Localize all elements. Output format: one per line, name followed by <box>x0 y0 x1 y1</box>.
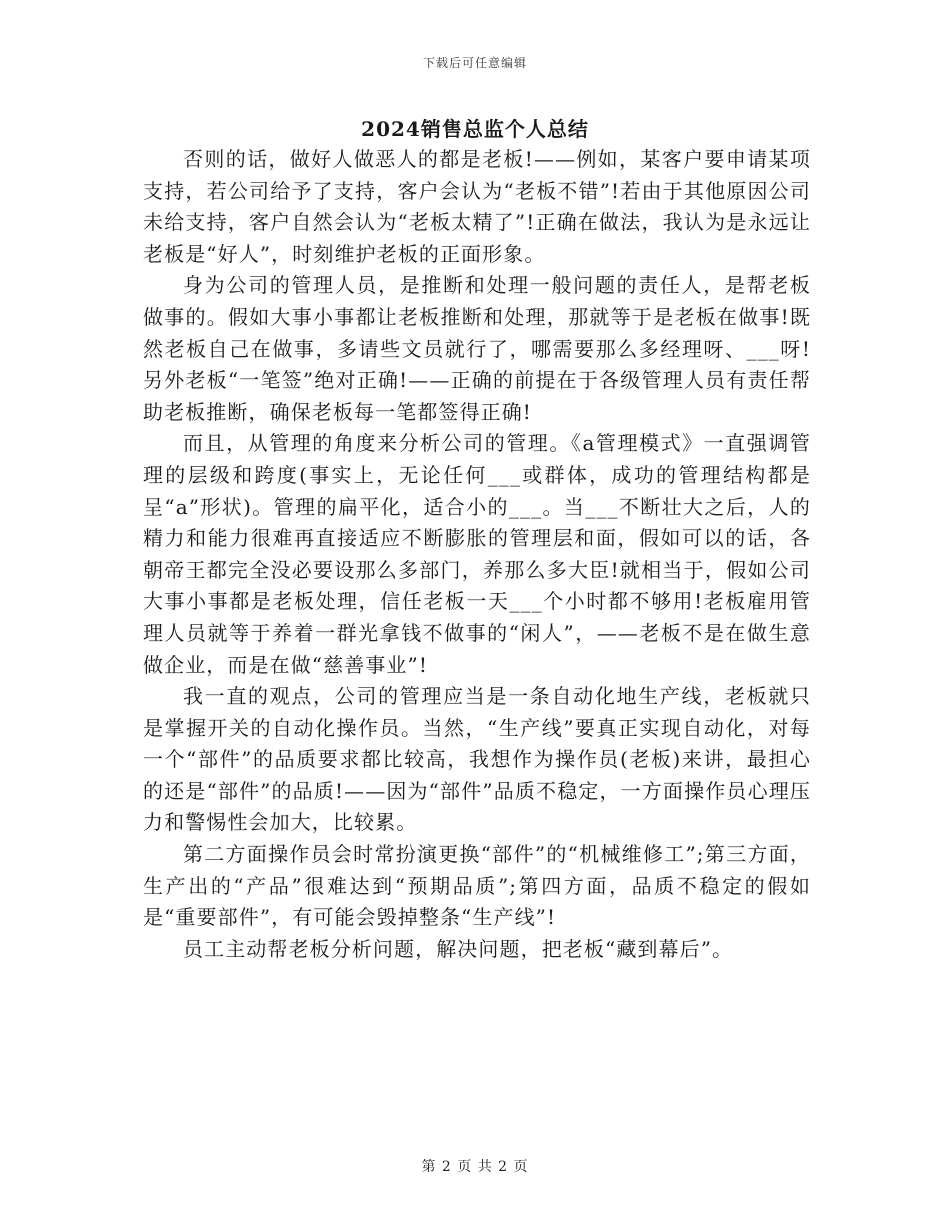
body-paragraph: 第二方面操作员会时常扮演更换“部件”的“机械维修工”;第三方面，生产出的“产品”很难达到“预期品质”;第四方面，品质不稳定的假如是“重要部件”，有可能会毁掉整条“生产线”! <box>143 842 811 930</box>
body-paragraph: 而且，从管理的角度来分析公司的管理。《a管理模式》一直强调管理的层级和跨度(事实上，无论任何___或群体，成功的管理结构都是呈“a”形状)。管理的扁平化，适合小的___。当___不断壮大之后，人的精力和能力很难再直接适应不断膨胀的管理层和面，假如可以的话，各朝帝王都完全没必要设那么多部门，养那么多大臣!就相当于，假如公司大事小事都是老板处理，信任老板一天___个小时都不够用!老板雇用管理人员就等于养着一群光拿钱不做事的“闲人”，——老板不是在做生意做企业，而是在做“慈善事业”! <box>143 431 811 677</box>
document-title: 2024销售总监个人总结 <box>361 117 589 141</box>
body-paragraph: 否则的话，做好人做恶人的都是老板!——例如，某客户要申请某项支持，若公司给予了支持，客户会认为“老板不错”!若由于其他原因公司未给支持，客户自然会认为“老板太精了”!正确在做法，我认为是永远让老板是“好人”，时刻维护老板的正面形象。 <box>143 147 811 266</box>
page-number-footer: 第 2 页 共 2 页 <box>421 1159 529 1175</box>
document-body <box>143 144 811 965</box>
page-header-note: 下载后可任意编辑 <box>422 56 527 70</box>
body-paragraph: 身为公司的管理人员，是推断和处理一般问题的责任人，是帮老板做事的。假如大事小事都让老板推断和处理，那就等于是老板在做事!既然老板自己在做事，多请些文员就行了，哪需要那么多经理呀、___呀!另外老板“一笔签”绝对正确!——正确的前提在于各级管理人员有责任帮助老板推断，确保老板每一笔都签得正确! <box>143 273 811 424</box>
body-paragraph: 员工主动帮老板分析问题，解决问题，把老板“藏到幕后”。 <box>183 936 734 961</box>
body-paragraph: 我一直的观点，公司的管理应当是一条自动化地生产线，老板就只是掌握开关的自动化操作员。当然，“生产线”要真正实现自动化，对每一个“部件”的品质要求都比较高，我想作为操作员(老板)来讲，最担心的还是“部件”的品质!——因为“部件”品质不稳定，一方面操作员心理压力和警惕性会加大，比较累。 <box>143 684 811 835</box>
